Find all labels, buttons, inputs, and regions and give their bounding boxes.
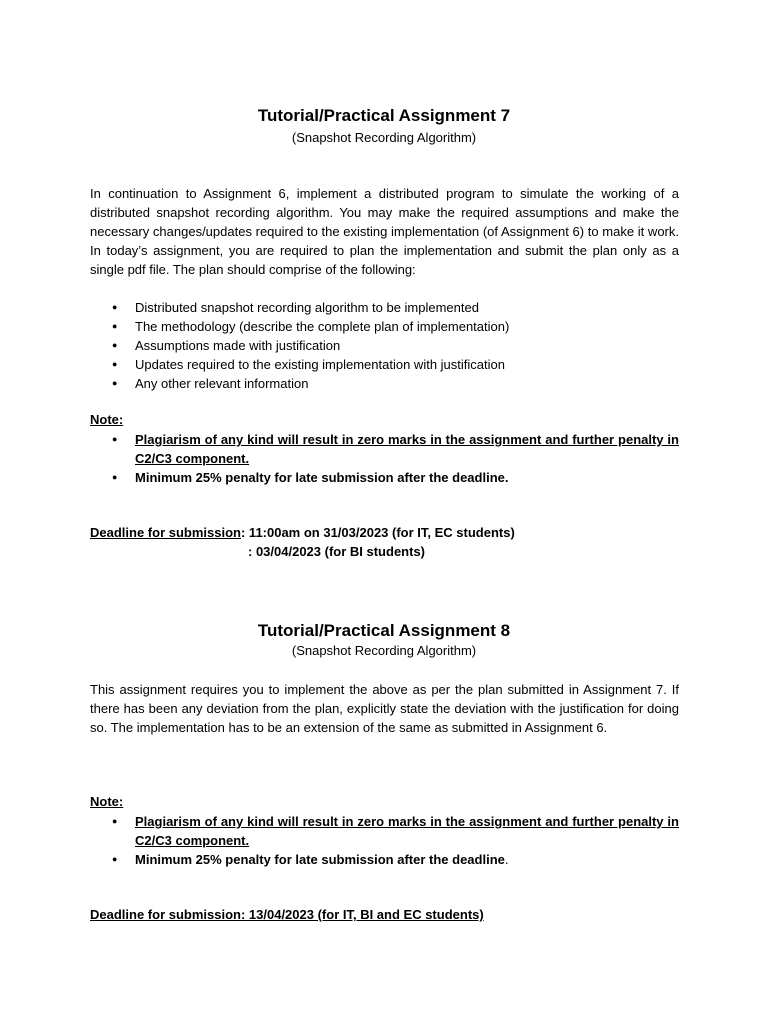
assignment8-deadline: Deadline for submission: 13/04/2023 (for IT, BI and EC students): [90, 907, 484, 922]
assignment7-subtitle: (Snapshot Recording Algorithm): [291, 130, 477, 145]
assignment7-plan-list: [90, 298, 679, 393]
deadline-label: Deadline for submission: [90, 525, 241, 540]
assignment8-subtitle: (Snapshot Recording Algorithm): [291, 643, 477, 658]
deadline-line2: : 03/04/2023 (for BI students): [248, 544, 425, 559]
assignment8-intro: This assignment requires you to implement the above as per the plan submitted in Assignment 7. If there has been any deviation from the plan, explicitly state the deviation with the justification for doing so. The implementation has to be an extension of the same as submitted in Assignment 6.: [90, 682, 679, 735]
plagiarism-note: ● Plagiarism of any kind will result in zero marks in the assignment and further penalty in C2/C3 component.: [90, 812, 679, 850]
list-item: ● Any other relevant information: [90, 374, 679, 393]
list-item: ● Distributed snapshot recording algorithm to be implemented: [90, 298, 679, 317]
assignment7-deadline: [90, 525, 515, 540]
late-penalty-note: ● Minimum 25% penalty for late submission after the deadline.: [90, 468, 679, 487]
assignment7-title: Tutorial/Practical Assignment 7: [257, 106, 511, 125]
list-item: ● The methodology (describe the complete plan of implementation): [90, 317, 679, 336]
list-item: ● Updates required to the existing implementation with justification: [90, 355, 679, 374]
late-penalty-period: .: [504, 852, 509, 867]
assignment8-notes: [90, 812, 679, 869]
assignment8-title: Tutorial/Practical Assignment 8: [257, 621, 511, 640]
assignment7-intro: In continuation to Assignment 6, implement a distributed program to simulate the working of a distributed snapshot recording algorithm. You may make the required assumptions and make the necessary changes/updates required to the existing implementation (of Assignment 6) to make it work. In today’s assignment, you are required to plan the implementation and submit the plan only as a single pdf file. The plan should comprise of the following:: [90, 186, 679, 277]
late-penalty-text: Minimum 25% penalty for late submission after the deadline: [135, 852, 505, 867]
late-penalty-note: [90, 850, 679, 869]
assignment7-note-label: Note:: [90, 412, 124, 427]
assignment8-note-label: Note:: [90, 794, 124, 809]
deadline-line1: : 11:00am on 31/03/2023 (for IT, EC students): [240, 525, 515, 540]
plagiarism-note: ● Plagiarism of any kind will result in zero marks in the assignment and further penalty in C2/C3 component.: [90, 430, 679, 468]
list-item: ● Assumptions made with justification: [90, 336, 679, 355]
assignment7-notes: [90, 430, 679, 487]
